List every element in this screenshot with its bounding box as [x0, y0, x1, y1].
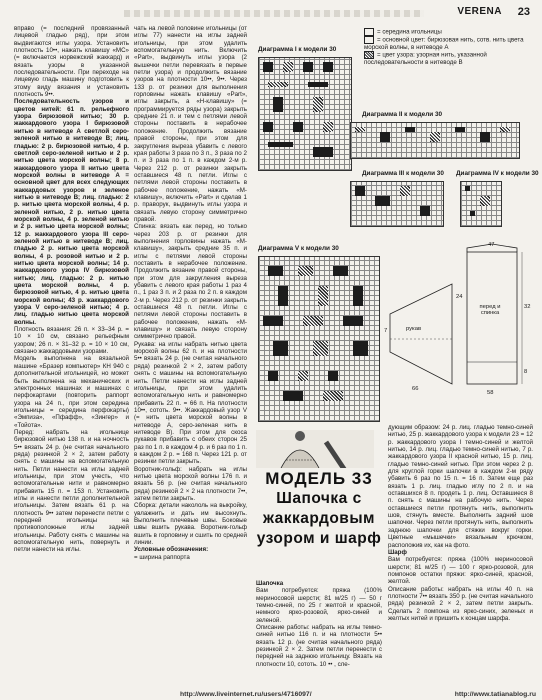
legend-swatch-mid [364, 28, 374, 36]
paragraph: Перед: набрать на игольнице бирюзовой нитью 138 п. и на ночность 5•• вязать 24 р. (не считая начального ряда) резинкой 2 × 2, затем работу снять с машины на вспомогательную нить. Петли нанести на иглы задней игольницы, при этом учесть, что вспомогательные нити и равномерно прибавить 15 п. = 153 п. Установить иглы и нанести петли дополнительной игольницы. Затем вязать 61 р. на плотность 9•• затем перенести петли с передней игольницы на противоположные иглы задней игольницы. Работу снять с машины на вспомогательную нить, повернуть и петли нанести на иглы. [14, 428, 129, 554]
text-column-2 [134, 25, 247, 561]
paragraph: Описание работы: набрать на иглы 40 п. на плотности 7•• вязать 350 р. (не считая начального ряда) резинкой 2 × 2, затем петли закрыть. Сделать 2 помпона из ярко-синих, зеленых и желтых нитей и пришить к концам шарфа. [388, 585, 533, 622]
section-title: Шапочка [256, 580, 284, 587]
paragraph: Спинка: вязать как перед, но только через 203 р. от резинки для выполнения горловины нажать «М-клавишу», закрыть средние 35 п. и иглы с петлями левой стороны поставить в нерабочее положение. Продолжить вязание правой стороны, при этом для закругления выреза убавить с левого края работы 1 раз 4 п., 1 раз 3 п. и 2 раза по 2 п. в каждом 2-м р. Через 212 р. от резинки закрыть оставшиеся 48 п. петли. Иглы с петлями левой стороны поставить в рабочее положение, нажать «М-клавишу» и связать левую сторону симметрично правой. [134, 223, 247, 341]
front-back-label: перед и спинка [479, 304, 501, 316]
paragraph: Сборка: детали накололь на выкройку, увлажнить и дать им высохнуть. Выполнить плечевые швы. Боковые швы вшить рукава. Воротник-гольф вшить в горловину и сшить по средней линии. [134, 502, 247, 547]
pattern-stitch-block [263, 316, 283, 326]
pattern-stitch-block [465, 186, 470, 191]
paragraph: Вам потребуется: пряжа (100% мериносовой шерсти; 81 м/25 г) — 50 г темно-синей, по 25 г желтой и красной, немного ярко-розовой, ярко-синей и зеленой. [256, 587, 382, 624]
pattern-stitch-block [283, 62, 293, 72]
legend-swatch-pattern [364, 51, 374, 59]
diagram-legend [364, 28, 534, 67]
pattern-stitch-block [308, 82, 328, 87]
pattern-stitch-block [500, 127, 510, 132]
pattern-stitch-block [333, 266, 348, 276]
paragraph: Рукава: на иглы набрать нитью цвета морской волны 62 п. и на плотности 5•• вязать 24 р. (не считая начального ряда) резинкой 2 × 2, затем работу снять с машины на вспомогательную нить. Петли нанести на иглы задней игольницы, при этом удалить вспомогательную нить и равномерно прибавить 22 п. = 66 п. На плотности 10••, сототь. 9••. Жаккардовый узор V (= нить цвета морской волны в нитеводе А, серо-зеленая нить в нитеводе В). При этом для скоса рукавов прибавить с обеих сторон 25 раз по 1 п. в каждом 4 р. и 6 раз по 1 п. в каждом 2 р. = 168 п. Через 121 р. от резинки петли закрыть. [134, 340, 247, 466]
dim-label: 32 [524, 304, 531, 310]
diagram-1-label: Диаграмма I к модели 30 [258, 46, 337, 53]
pattern-stitch-block [375, 196, 390, 206]
model-name-line: жаккардовым [262, 510, 376, 527]
legend-item: = ширина раппорта [134, 553, 190, 561]
pattern-stitch-block [268, 371, 278, 381]
pattern-stitch-block [480, 196, 490, 206]
schema-svg [382, 244, 532, 420]
model-title [256, 468, 382, 578]
pattern-stitch-block [323, 122, 333, 132]
page-header [12, 6, 530, 22]
header-ornament [124, 10, 424, 17]
text-column-3 [256, 580, 382, 695]
legend-title: Условные обозначения: [134, 546, 209, 554]
magazine-title: VERENA [457, 6, 502, 17]
pattern-stitch-block [273, 341, 288, 356]
pattern-stitch-block [470, 211, 475, 216]
pattern-stitch-block [303, 316, 323, 326]
paragraph: Описание работы: набрать на иглы темно-синей нитью 116 п. и на плотности 5•• вязать 12 р. (не считая начального ряда) резинкой 2 × 2. Затем петли перенести с передней на заднюю игольницу. Вязать на плотности 10, сототь. 10 •• , сле- [256, 624, 382, 668]
pattern-stitch-block [268, 266, 283, 276]
footer-url-left[interactable]: http://www.liveinternet.ru/users/4716097/ [180, 691, 312, 698]
pattern-stitch-block [313, 97, 323, 112]
paragraph: Вам потребуется: пряжа (100% мериносовой шерсти; 81 м/25 г) — 100 г ярко-розовой, для помпонов остатки пряжи: ярко-синей, красной, желтой. [388, 556, 533, 586]
model-name-line: Шапочка с [276, 490, 362, 507]
model-name-line: узором и шарф [256, 530, 382, 547]
sleeve-label: рукав [406, 326, 422, 332]
model-number: МОДЕЛЬ 33 [265, 469, 373, 488]
dim-label: 24 [456, 294, 463, 300]
pattern-stitch-block [268, 82, 288, 87]
pattern-stitch-block [455, 127, 465, 132]
diagram-5-label: Диаграмма V к модели 30 [258, 245, 339, 252]
pattern-stitch-block [303, 62, 313, 72]
pattern-stitch-block [298, 371, 308, 381]
paragraph: Модель выполнена на вязальной машине «Бразер компьютер» КН 940 с дополнительной игольницей, но может быть выполнена на механических и электронных машинах и машинах с перфокартами (повторить раппорт узора на 24 п., при этом середина игольницы = середина перфокарты) «Эмпиза», «Пфафф», «Зингер» и «Тойота». [14, 355, 129, 429]
dim-label: 58 [487, 390, 494, 396]
text-column-1 [14, 25, 129, 673]
pattern-stitch-block [353, 286, 363, 306]
pattern-stitch-block [278, 286, 288, 306]
legend-item [364, 36, 534, 51]
pattern-stitch-block [343, 316, 363, 326]
pattern-stitch-block [355, 186, 365, 196]
pattern-stitch-block [328, 371, 338, 381]
diagram-4-label: Диаграмма IV к модели 30 [456, 170, 539, 177]
pattern-stitch-block [273, 97, 283, 112]
pattern-stitch-block [263, 122, 273, 132]
footer-url-right[interactable]: http://www.tatianablog.ru [454, 691, 536, 698]
garment-schema [382, 244, 532, 420]
pattern-stitch-block [268, 142, 293, 147]
pattern-stitch-block [420, 206, 430, 216]
diagram-1-grid [258, 57, 352, 171]
legend-item [364, 28, 534, 36]
pattern-stitch-block [263, 62, 273, 72]
pattern-stitch-block [283, 391, 303, 401]
pattern-stitch-block [323, 62, 333, 72]
pattern-stitch-block [430, 132, 440, 142]
pattern-stitch-block [298, 266, 313, 276]
diagram-5-grid [258, 256, 380, 422]
pattern-stitch-block [380, 132, 390, 142]
paragraph: вправо (= последний провязанный лицевой гладью ряд), при этом выдвигаются иглы узора. Установить плотность 10••, нажать клавишу «МС» (= включается норвежский жаккард) и вязать узоры в указанной последовательности. При переходе на лицевую гладь машину подготовить к этому виду вязания и установить плотность 9••. [14, 25, 129, 99]
diagram-3-label: Диаграмма III к модели 30 [362, 170, 444, 177]
pattern-stitch-block [293, 122, 303, 132]
legend-swatch-base [364, 36, 374, 44]
legend-item [364, 51, 534, 66]
pattern-stitch-block [405, 127, 415, 132]
legend-text: = цвет узора: узорная нить, указанной последовательности в нитеводе В [364, 51, 487, 67]
paragraph: чать на левой половине игольницы (от иглы 77) нанести на иглы задней игольницы, при этом удалить вспомогательную нить. Включить «Part», выдвинуть иглы узора (2 вышечки петли перевязать в первые петли узора) и продолжить вязание узоров на плотности 10••, 9••. Через 133 р. от резинки для выполнения горловины нажать клавишу «Part», иглы закрыть, а «Н-клавишу» (= программируется ряды узора) закрыть средние 21 п. и тем с петлями левой стороны поставить в нерабочее положение. Продолжить вязание правой стороны, при этом для закругления выреза убавить с левого края работы 3 раза по 3 п., 3 раза по 2 п. и 3 раза по 1 п. в каждом 2-м р. Через 212 р. от резинки закрыть оставшиеся 48 п. петли. Иглы с петлями левой стороны поставить в рабочее положение, нажать «М-клавишу», включить «Part» и сделав 1 р. праворук, выдвинуть иглы узора и связать левую сторону симметрично правой. [134, 25, 247, 223]
pattern-stitch-block [323, 391, 343, 401]
paragraph: дующим образом: 24 р. лиц. гладью темно-синей нитью, 25 р. жаккардового узора к модели 23 = 12 р. жаккардового узора I темно-синей и желтой нитью, 14 р. лиц. гладью темно-синей нитью, 7 р. жаккардового узора II красной нитью, 15 р. лиц. гладью темно-синей нитью. При этом через 2 р. для круглой горки шапочки в каждом 2-м ряду убавить 6 раз по 15 п. = 16 п. Затем еще раз вязать 1 р. лиц. гладью иглу по 2 п. и на оставшихся 8 п. продеть 1 р. лиц. Оставшиеся 8 п. снять с машины на рабочую нить. Через оставшиеся петли протянуть нить, выполнить шов, стянуть вместе. Выполнить задний шов шапочки. Через петли протянуть нить, выполнить заднюю шапочки для стяжки вокруг горки. Цветные «мышечки» вязальным крючком, расположив их, как на фото. [388, 424, 533, 549]
pattern-stitch-block [353, 341, 368, 356]
pattern-stitch-block [355, 127, 365, 132]
text-column-4 [388, 424, 533, 672]
paragraph: Плотность вязания: 26 п. × 33–34 р. = 10 × 10 см, связано рельефным узором; 26 п. × 31–32 р. = 10 × 10 см, связано жаккардовыми узорами. [14, 326, 129, 356]
legend-text: = основной цвет: бирюзовая нить, сотв. нить цвета морской волны, в нитеводе А [364, 36, 524, 51]
dim-label: 8 [524, 369, 528, 375]
pattern-stitch-block [318, 286, 328, 306]
pattern-stitch-block [400, 186, 410, 196]
legend-text: = середина игольницы [377, 28, 442, 36]
dim-label: 7 [384, 328, 388, 334]
section-title: Шарф [388, 548, 407, 556]
paragraph: Воротник-гольф: набрать на иглы нитью цвета морской волны 176 п. и вязать 56 р. (не считая начального ряда) резинкой 2 × 2 на плотности 7••, затем петли закрыть. [134, 465, 247, 502]
pattern-stitch-block [480, 132, 490, 142]
paragraph: Последовательность узоров и цветов нитей: 61 п. рельефного узора бирюзовой нитью; 30 р. жаккардового узора I бирюзовой нитью в нитеводе А светлой серо-зеленой нитью в нитеводе В; лиц. гладью: 2 р. бирюзовой нитью, 4 р. светлой серо-зеленой нитью и 2 р. нитью цвета морской волны; 8 р. жаккардового узора II нитью цвета морской волны в нитеводе А = основной цвет для всех следующих жаккардовых узоров и зеленое нитью в нитеводе В; лиц. гладью: 2 р. нитью цвета морской волны, 4 р. зеленой нитью, 2 р. нитью цвета морской волны, 4 р. зеленой нитью и 2 р. нитью цвета морской волны; 12 р. жаккардового узора III серо-зеленой нитью в нитеводе В; лиц. гладью 2 р. нитью цвета морской волны, 4 р. розовой нитью и 2 р. нитью цвета морской волны; 14 р. жаккардового узора IV бирюзовой нитью; лиц. гладью: 2 р. нитью цвета морской волны, 4 р. бирюзовой нитью, 4 р. нитью цвета морской волны; 43 р. жаккардового узора V серо-зеленой нитью; 4 р. лиц. гладью нитью цвета морской волны. [14, 98, 129, 326]
diagram-2-label: Диаграмма II к модели 30 [362, 111, 443, 118]
page-number: 23 [517, 6, 530, 18]
dim-label: 66 [412, 386, 419, 392]
dim-label: 47 [488, 242, 495, 248]
pattern-stitch-block [313, 341, 328, 356]
pattern-stitch-block [313, 147, 333, 157]
